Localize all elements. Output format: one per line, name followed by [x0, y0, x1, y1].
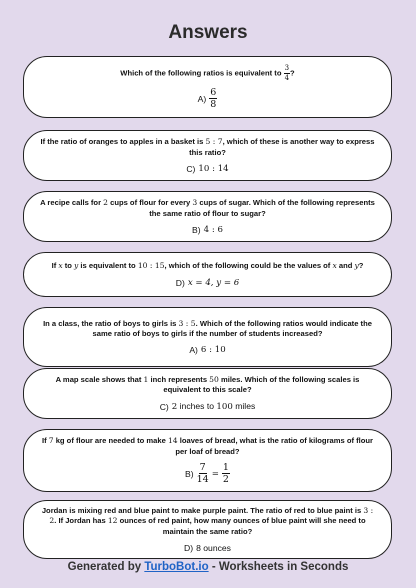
question-card-2: [23, 130, 392, 181]
question-text: If the ratio of oranges to apples in a basket is 5 : 7, which of these is another way to express this ratio?: [40, 137, 375, 157]
answer-text: C) 10 : 14: [186, 163, 229, 174]
fraction: $\frac{3}{4}$: [284, 63, 290, 82]
answer-text: A) 6 : 10: [189, 345, 226, 356]
question-card-6: [23, 368, 392, 419]
question-card-4: [23, 252, 392, 297]
question-text: If 7 kg of flour are needed to make 14 loaves of bread, what is the ratio of kilograms of flour per loaf of bread?: [42, 436, 373, 456]
answer-text: B) $\frac{7}{14}$ = $\frac{1}{2}$: [185, 461, 229, 486]
footer: Generated by TurboBot.io - Worksheets in Seconds: [67, 561, 349, 573]
answer-text: D) 8 ounces: [184, 543, 231, 554]
fraction: $\frac{1}{2}$: [222, 461, 229, 486]
fraction: $\frac{6}{8}$: [210, 86, 217, 110]
question-text: A map scale shows that 1 inch represents 50 miles. Which of the following scales is equivalent to this scale?: [55, 374, 360, 394]
question-card-8: [23, 500, 392, 559]
question-text: Jordan is mixing red and blue paint to make purple paint. The ratio of red to blue paint is 3 : 2. If Jordan has 12 ounces of red paint, how many ounces of blue paint will she need to maintain the same ratio?: [41, 505, 374, 536]
question-card-7: [23, 429, 392, 492]
brand-link[interactable]: TurboBot.io: [144, 561, 209, 573]
question-card-3: [23, 191, 392, 242]
answer-text: A) $\frac{6}{8}$: [197, 86, 217, 110]
question-text: If x to y is equivalent to 10 : 15, which of the following could be the values of x and y?: [51, 261, 364, 271]
answer-text: C) 2 inches to 100 miles: [159, 401, 256, 413]
page-title: Answers: [168, 22, 248, 43]
answer-text: B) 4 : 6: [192, 224, 223, 235]
question-text: A recipe calls for 2 cups of flour for every 3 cups of sugar. Which of the following represents the same ratio of flour to sugar?: [40, 198, 375, 218]
fraction: $\frac{7}{14}$: [196, 461, 209, 486]
question-card-5: [23, 307, 392, 367]
question-text: Which of the following ratios is equivalent to $\frac{3}{4}$ ?: [120, 63, 295, 82]
answer-text: D) x = 4, y = 6: [175, 277, 240, 288]
question-card-1: [23, 56, 392, 118]
question-text: In a class, the ratio of boys to girls is 3 : 5. Which of the following ratios would indicate the same ratio of boys to girls if the number of students increased?: [43, 318, 372, 338]
